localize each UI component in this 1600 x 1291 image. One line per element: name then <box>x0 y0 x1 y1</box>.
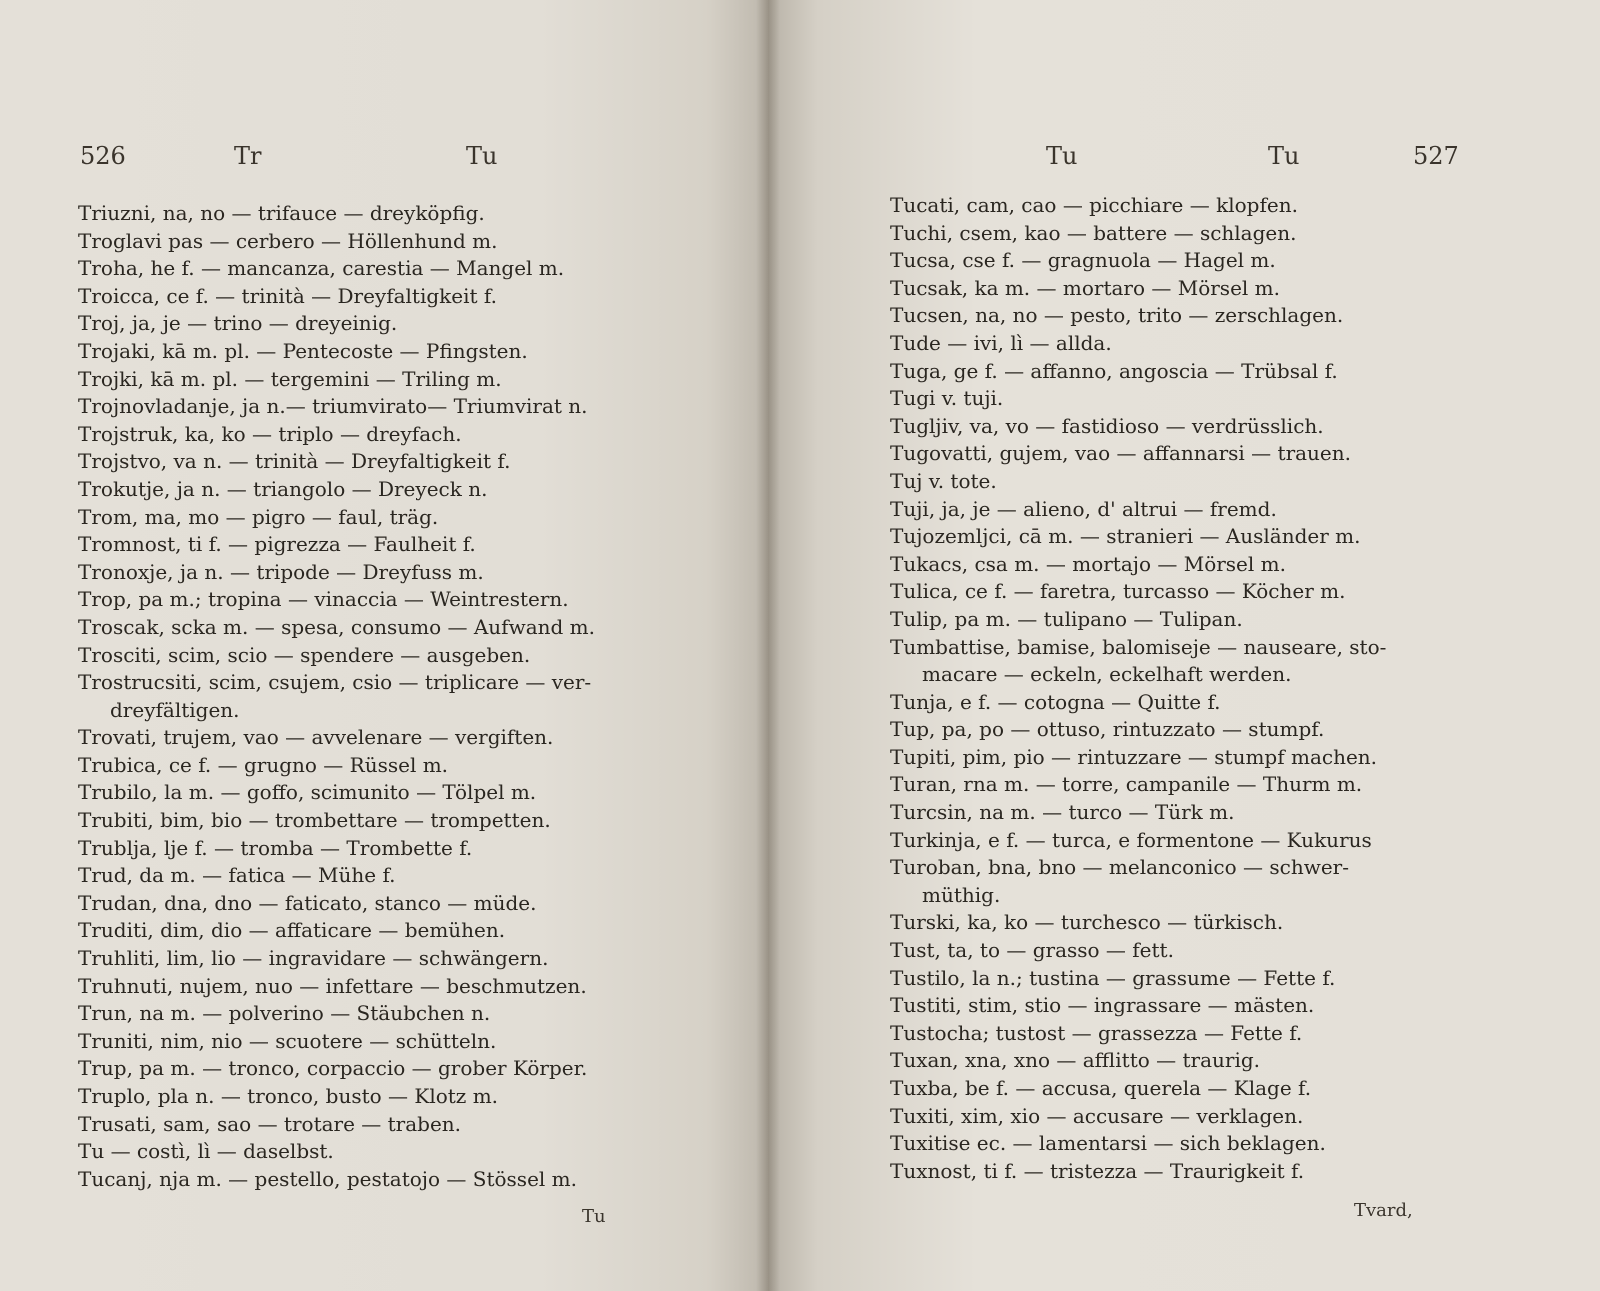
page-number-right: 527 <box>1413 142 1459 170</box>
dictionary-entry-line: Turan, rna m. — torre, campanile — Thurm m. <box>890 772 1363 797</box>
dictionary-entry-line: Tukacs, csa m. — mortajo — Mörsel m. <box>890 551 1286 576</box>
dictionary-entry-line: Tuxitise ec. — lamentarsi — sich beklagen. <box>890 1131 1326 1156</box>
dictionary-entry-line: Tugljiv, va, vo — fastidioso — verdrüsslich. <box>890 413 1324 438</box>
dictionary-entry-line: Trojstvo, va n. — trinità — Dreyfaltigkeit f. <box>78 449 511 474</box>
dictionary-entry-line: Tuchi, csem, kao — battere — schlagen. <box>890 220 1297 245</box>
dictionary-entry-line: Trusati, sam, sao — trotare — traben. <box>78 1111 462 1136</box>
dictionary-entry-line: Tucati, cam, cao — picchiare — klopfen. <box>890 193 1298 217</box>
dictionary-entry-line: macare — eckeln, eckelhaft werden. <box>922 662 1292 687</box>
dictionary-entry-line: Tustilo, la n.; tustina — grassume — Fette f. <box>890 965 1336 990</box>
dictionary-entry-line: Tulica, ce f. — faretra, turcasso — Köcher m. <box>890 579 1346 604</box>
dictionary-entry-line: Tucanj, nja m. — pestello, pestatojo — Stössel m. <box>78 1166 577 1191</box>
left-entry-list <box>78 200 595 1193</box>
running-head-right-second: Tu <box>1268 142 1300 170</box>
catchword-left: Tu <box>582 1206 606 1227</box>
dictionary-entry-line: Tuji, ja, je — alieno, d' altrui — fremd. <box>890 496 1277 521</box>
dictionary-entry-line: Tugi v. tuji. <box>890 386 1004 411</box>
dictionary-entry-line: Trud, da m. — fatica — Mühe f. <box>78 863 396 888</box>
dictionary-entry-line: Tucsak, ka m. — mortaro — Mörsel m. <box>890 275 1280 300</box>
page-number-left: 526 <box>80 142 126 170</box>
dictionary-entry-line: Trubilo, la m. — goffo, scimunito — Tölpel m. <box>78 780 537 805</box>
dictionary-entry-line: Tuxan, xna, xno — afflitto — traurig. <box>890 1048 1261 1073</box>
dictionary-entry-line: Tuxiti, xim, xio — accusare — verklagen. <box>890 1103 1304 1128</box>
dictionary-entry-line: Troscak, scka m. — spesa, consumo — Aufwand m. <box>78 614 595 639</box>
dictionary-entry-line: Tuj v. tote. <box>890 468 997 493</box>
dictionary-entry-line: Trostrucsiti, scim, csujem, csio — triplicare — ver- <box>78 670 592 695</box>
dictionary-entry-line: Trojki, kā m. pl. — tergemini — Triling m. <box>78 366 502 391</box>
dictionary-entry-line: Trokutje, ja n. — triangolo — Dreyeck n. <box>78 476 488 501</box>
dictionary-entry-line: Turoban, bna, bno — melanconico — schwer- <box>890 855 1350 880</box>
right-page <box>768 0 1600 1291</box>
dictionary-entry-line: Turkinja, e f. — turca, e formentone — Kukurus <box>890 827 1372 852</box>
running-head-left-second: Tu <box>466 142 498 170</box>
dictionary-entry-line: Trublja, lje f. — tromba — Trombette f. <box>78 835 473 860</box>
dictionary-entry-line: Tuga, ge f. — affanno, angoscia — Trübsal f. <box>890 358 1338 383</box>
dictionary-entry-line: Truniti, nim, nio — scuotere — schütteln. <box>78 1028 497 1053</box>
dictionary-entry-line: Triuzni, na, no — trifauce — dreyköpfig. <box>78 201 485 225</box>
dictionary-entry-line: Tupiti, pim, pio — rintuzzare — stumpf machen. <box>890 744 1378 769</box>
dictionary-entry-line: Tucsen, na, no — pesto, trito — zerschlagen. <box>890 303 1344 328</box>
dictionary-entry-line: Trubica, ce f. — grugno — Rüssel m. <box>78 752 449 777</box>
dictionary-entry-line: Tugovatti, gujem, vao — affannarsi — trauen. <box>890 441 1352 466</box>
running-head-left-first: Tr <box>234 142 262 170</box>
dictionary-entry-line: Trovati, trujem, vao — avvelenare — vergiften. <box>78 725 554 750</box>
dictionary-entry-line: Tustiti, stim, stio — ingrassare — mästen. <box>890 993 1315 1018</box>
dictionary-entry-line: Tuxba, be f. — accusa, querela — Klage f. <box>890 1076 1312 1100</box>
dictionary-entry-line: Tu — costì, lì — daselbst. <box>78 1139 334 1164</box>
left-page <box>0 0 768 1291</box>
dictionary-entry-line: Tulip, pa m. — tulipano — Tulipan. <box>890 606 1243 631</box>
dictionary-entry-line: Trosciti, scim, scio — spendere — ausgeben. <box>78 642 531 667</box>
dictionary-entry-line: müthig. <box>922 882 1001 907</box>
dictionary-entry-line: Trojnovladanje, ja n.— triumvirato— Triumvirat n. <box>78 394 588 419</box>
dictionary-entry-line: Troicca, ce f. — trinità — Dreyfaltigkeit f. <box>78 283 497 308</box>
dictionary-entry-line: Troglavi pas — cerbero — Höllenhund m. <box>78 228 498 253</box>
dictionary-entry-line: Trojaki, kā m. pl. — Pentecoste — Pfingsten. <box>78 338 528 363</box>
dictionary-entry-line: Truhnuti, nujem, nuo — infettare — beschmutzen. <box>78 973 587 998</box>
dictionary-entry-line: Truditi, dim, dio — affaticare — bemühen. <box>78 918 506 943</box>
dictionary-entry-line: Trubiti, bim, bio — trombettare — trompetten. <box>78 808 551 833</box>
dictionary-entry-line: Trom, ma, mo — pigro — faul, träg. <box>78 504 439 529</box>
dictionary-entry-line: Tup, pa, po — ottuso, rintuzzato — stumpf. <box>890 717 1325 742</box>
catchword-right: Tvard, <box>1354 1200 1413 1221</box>
dictionary-entry-line: Truhliti, lim, lio — ingravidare — schwängern. <box>78 946 549 971</box>
dictionary-entry-line: Trun, na m. — polverino — Stäubchen n. <box>78 1001 491 1026</box>
dictionary-entry-line: Tujozemljci, cā m. — stranieri — Ausländer m. <box>890 524 1361 549</box>
dictionary-entry-line: dreyfältigen. <box>110 697 240 722</box>
dictionary-entry-line: Tuxnost, ti f. — tristezza — Traurigkeit f. <box>890 1158 1305 1183</box>
running-head-right-first: Tu <box>1046 142 1078 170</box>
dictionary-entry-line: Truplo, pla n. — tronco, busto — Klotz m. <box>78 1084 499 1108</box>
right-entry-list <box>890 192 1386 1185</box>
book-gutter <box>756 0 780 1291</box>
dictionary-entry-line: Troj, ja, je — trino — dreyeinig. <box>78 311 398 336</box>
dictionary-entry-line: Trop, pa m.; tropina — vinaccia — Weintrestern. <box>78 587 569 612</box>
dictionary-entry-line: Trup, pa m. — tronco, corpaccio — grober Körper. <box>78 1056 588 1081</box>
dictionary-entry-line: Turski, ka, ko — turchesco — türkisch. <box>890 910 1284 935</box>
dictionary-entry-line: Tumbattise, bamise, balomiseje — nauseare, sto- <box>890 634 1387 659</box>
dictionary-entry-line: Tronoxje, ja n. — tripode — Dreyfuss m. <box>78 559 484 584</box>
dictionary-entry-line: Tromnost, ti f. — pigrezza — Faulheit f. <box>78 532 476 557</box>
dictionary-entry-line: Tucsa, cse f. — gragnuola — Hagel m. <box>890 248 1276 273</box>
dictionary-entry-line: Trojstruk, ka, ko — triplo — dreyfach. <box>78 421 462 446</box>
dictionary-entry-line: Tunja, e f. — cotogna — Quitte f. <box>890 689 1221 714</box>
dictionary-entry-line: Tude — ivi, lì — allda. <box>890 330 1112 355</box>
dictionary-entry-line: Tust, ta, to — grasso — fett. <box>890 938 1174 963</box>
dictionary-entry-line: Turcsin, na m. — turco — Türk m. <box>890 800 1235 825</box>
dictionary-entry-line: Troha, he f. — mancanza, carestia — Mangel m. <box>78 256 565 281</box>
dictionary-entry-line: Tustocha; tustost — grassezza — Fette f. <box>890 1020 1303 1045</box>
dictionary-entry-line: Trudan, dna, dno — faticato, stanco — müde. <box>78 890 537 915</box>
